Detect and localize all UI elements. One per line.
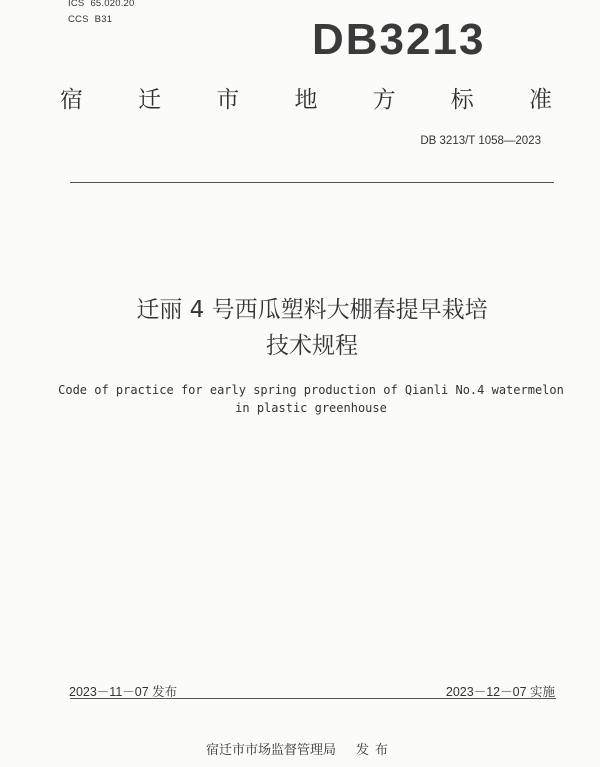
ccs-classification: [68, 14, 112, 25]
ccs-label: CCS: [68, 14, 89, 25]
publisher-name: 宿迁市市场监督管理局: [205, 743, 336, 758]
ics-classification: [68, 0, 135, 9]
publisher-line: [0, 739, 600, 758]
ccs-value: B31: [94, 14, 113, 25]
issuer-heading: [60, 86, 552, 114]
title-cn-line-2: 技术规程: [266, 333, 358, 359]
ics-label: ICS: [68, 0, 85, 9]
issuer-char: 迁: [138, 87, 162, 113]
issuer-char: 宿: [60, 87, 83, 113]
publisher-action: 发布: [356, 743, 395, 758]
title-en-line-1: Code of practice for early spring production of Qianli No.4 watermelon: [58, 383, 564, 397]
issuer-char: 方: [372, 87, 396, 113]
effective-date: 2023－12－07 实施: [445, 685, 555, 699]
publish-date: 2023－11－07 发布: [69, 685, 178, 699]
standard-code-logo: DB3213: [312, 15, 486, 64]
title-cn-line-1: 迁丽 4 号西瓜塑料大棚春提早栽培: [136, 297, 488, 323]
title-en-line-2: in plastic greenhouse: [235, 401, 387, 415]
ics-value: 65.020.20: [90, 0, 135, 9]
issuer-char: 准: [528, 87, 552, 113]
bottom-divider: [70, 698, 556, 699]
standard-number: DB 3213/T 1058—2023: [420, 135, 541, 147]
top-divider: [70, 182, 554, 183]
issuer-char: 地: [294, 87, 318, 113]
issuer-char: 标: [450, 87, 474, 113]
issuer-char: 市: [216, 87, 240, 113]
